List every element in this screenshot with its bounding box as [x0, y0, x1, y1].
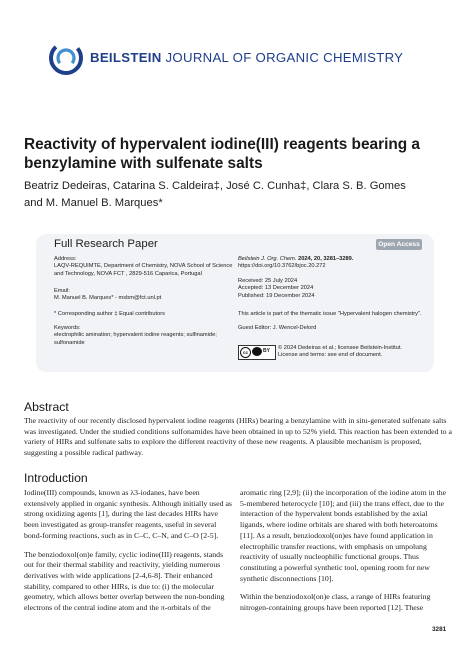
license-block	[278, 345, 428, 360]
received-date: Received: 25 July 2024	[238, 278, 298, 284]
email-block	[54, 288, 234, 303]
paragraph: aromatic ring [2,9]; (ii) the incorporation of the iodine atom in the 5-membered heterocycle [10]; and (iii) the trans effect, due to the interaction of the hypervalent bonds established by the axial ligands, where iodine orbitals are shared with both heteroatoms [11]. As a result, benziodoxol(on)es have found application in electrophilic transfer reactions, with emphasis on umpolung reactivity of usually nucleophilic functional groups. Thus constituting a powerful synthetic tool, opening room for new synthetic disconnections [10].	[240, 488, 447, 583]
abstract-heading: Abstract	[24, 400, 69, 414]
email-label: Email:	[54, 288, 70, 294]
accepted-date: Accepted: 13 December 2024	[238, 285, 314, 292]
author-footnote: * Corresponding author ‡ Equal contributors	[54, 311, 165, 317]
attribution-icon	[252, 347, 262, 356]
paragraph: The benziodoxol(on)e family, cyclic iodine(III) reagents, stands out for their thermal stability and reactivity, yielding numerous derivatives with wide applications [2-4,6-8]. Their enhanced stability, compared to other HIRs, is due to: (i) the molecular geometry, which allows better overlap between the non-bonding electrons of the central iodine atom and the π-orbitals of the	[24, 549, 225, 613]
keywords-label: Keywords:	[54, 325, 81, 331]
keywords-block	[54, 325, 234, 347]
doi-link[interactable]: https://doi.org/10.3762/bjoc.20.272	[238, 263, 326, 270]
citation-block	[238, 256, 434, 271]
author-line-1: Beatriz Dedeiras, Catarina S. Caldeira‡, José C. Cunha‡, Clara S. B. Gomes	[24, 180, 406, 192]
license-terms: License and terms: see end of document.	[278, 352, 383, 359]
address-label: Address:	[54, 256, 77, 262]
page-number: 3281	[432, 626, 447, 633]
introduction-heading: Introduction	[24, 471, 88, 485]
paragraph: Within the benziodoxol(on)e class, a range of HIRs featuring nitrogen-containing groups have been reported [12]. These	[240, 592, 431, 613]
author-list	[24, 178, 454, 212]
published-date: Published: 19 December 2024	[238, 292, 315, 299]
body-column-left	[24, 488, 233, 614]
journal-name: BEILSTEIN JOURNAL OF ORGANIC CHEMISTRY	[90, 50, 404, 65]
beilstein-logo-icon	[48, 40, 84, 76]
guest-editor: Guest Editor: J. Wencel-Delord	[238, 325, 317, 331]
cc-by-license-icon[interactable]: cc BY	[238, 345, 276, 360]
copyright-text: © 2024 Dedeiras et al.; licensee Beilstein-Institut.	[278, 345, 403, 351]
open-access-badge: Open Access	[376, 239, 422, 250]
address-text: LAQV-REQUIMTE, Department of Chemistry, NOVA School of Science and Technology, NOVA FCT , 2829-516 Caparica, Portugal	[54, 263, 233, 277]
dates-block	[238, 278, 434, 300]
paragraph: Iodine(III) compounds, known as λ3-iodanes, have been extensively applied in organic synthesis. Although initially used as strong oxidizing agents [1], during the last decades HIRs have been investigated as group-transfer reagents, useful in several bond-forming reactions, such as in C–C, C–N, and C–O [2-5].	[24, 488, 232, 540]
abstract-text: The reactivity of our recently disclosed hypervalent iodine reagents (HIRs) bearing a benzylamine with in situ-generated sulfenate salts was investigated. Under the studied conditions sulfonamides have been obtained in up to 52% yield. This reaction has been extended to a variety of HIRs and sulfenate salts to explore the different reactivity of these new reagents. A plausible mechanism is proposed, suggesting a possible radical pathway.	[24, 416, 452, 457]
thematic-issue[interactable]: This article is part of the thematic issue "Hypervalent halogen chemistry".	[238, 311, 422, 317]
email-link[interactable]: M. Manuel B. Marques* - msbm@fct.unl.pt	[54, 295, 162, 302]
body-column-right	[240, 488, 452, 614]
author-line-2: and M. Manuel B. Marques*	[24, 197, 163, 209]
paper-type: Full Research Paper	[54, 238, 158, 250]
article-title: Reactivity of hypervalent iodine(III) reagents bearing a benzylamine with sulfenate salts	[24, 136, 420, 172]
citation-line: Beilstein J. Org. Chem. 2024, 20, 3281–3289.	[238, 256, 354, 262]
address-block	[54, 256, 234, 278]
keywords-text: electrophilic amination; hypervalent iodine reagents; sulfinamide; sulfonamide	[54, 332, 217, 346]
